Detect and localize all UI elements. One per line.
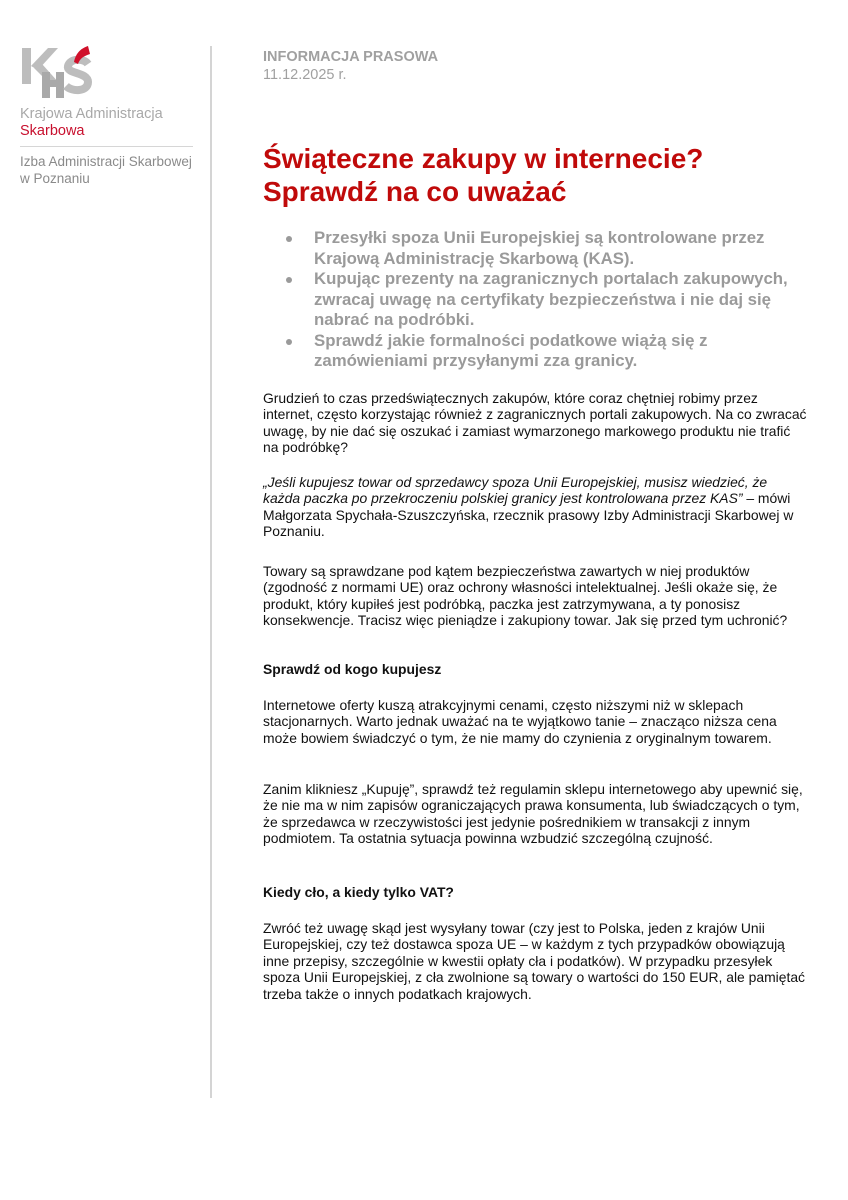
kas-logo (18, 42, 98, 102)
highlight-text: Sprawdź jakie formalności podatkowe wiążą się z zamówieniami przysyłanymi zza granicy. (314, 330, 708, 370)
section-heading-duty: Kiedy cło, a kiedy tylko VAT? (263, 884, 454, 900)
highlight-item (280, 228, 800, 269)
organization-name (20, 106, 163, 140)
highlights-list (280, 228, 800, 372)
chamber-name (20, 153, 192, 187)
offers-paragraph: Internetowe oferty kuszą atrakcyjnymi cenami, często niższymi niż w sklepach stacjonarnych. Warto jednak uważać na te wyjątkowo tanie – znacząco niższa cena może bowiem świadczyć o tym, że nie mamy do czynienia z oryginalnym towarem. (263, 697, 777, 746)
page-title (263, 142, 823, 208)
chamber-name-line2: w Poznaniu (20, 171, 90, 186)
org-name-line1: Krajowa Administracja (20, 106, 163, 122)
bullet-icon (286, 236, 292, 242)
goods-paragraph: Towary są sprawdzane pod kątem bezpieczeństwa zawartych w niej produktów (zgodność z normami UE) oraz ochrony własności intelektualnej. Jeśli okaże się, że produkt, który kupiłeś jest podróbką, paczka jest zatrzymywana, a ty ponosisz konsekwencje. Tracisz więc pieniądze i zakupiony towar. Jak się przed tym uchronić? (263, 563, 788, 629)
quote-text: „Jeśli kupujesz towar od sprzedawcy spoza Unii Europejskiej, musisz wiedzieć, że każda paczka po przekroczeniu polskiej granicy jest kontrolowana przez KAS” (263, 474, 768, 507)
bullet-icon (286, 277, 292, 283)
org-name-line2: Skarbowa (20, 123, 85, 139)
sidebar-divider (20, 146, 193, 147)
terms-paragraph: Zanim klikniesz „Kupuję”, sprawdź też regulamin sklepu internetowego aby upewnić się, że nie ma w nim zapisów ograniczających prawa konsumenta, lub świadczących o tym, że sprzedawca w rzeczywistości jest jedynie pośrednikiem w transakcji z innym podmiotem. Ta ostatnia sytuacja powinna wzbudzić szczególną czujność. (263, 781, 803, 847)
intro-paragraph: Grudzień to czas przedświątecznych zakupów, które coraz chętniej robimy przez internet, często korzystając również z zagranicznych portali zakupowych. Na co zwracać uwagę, by nie dać się oszukać i zamiast wymarzonego markowego produktu nie trafić na podróbkę? (263, 390, 807, 456)
vertical-divider (210, 46, 212, 1098)
bullet-icon (286, 339, 292, 345)
title-line1: Świąteczne zakupy w internecie? (263, 143, 704, 174)
document-kind: INFORMACJA PRASOWA (263, 49, 439, 65)
section-heading-seller: Sprawdź od kogo kupujesz (263, 661, 442, 677)
chamber-name-line1: Izba Administracji Skarbowej (20, 154, 192, 169)
quote-paragraph (263, 474, 808, 540)
highlight-text: Przesyłki spoza Unii Europejskiej są kontrolowane przez Krajową Administrację Skarbową (KAS). (314, 228, 765, 268)
document-date: 11.12.2025 r. (263, 67, 347, 83)
title-line2: Sprawdź na co uważać (263, 176, 567, 207)
highlight-item (280, 269, 800, 331)
press-header (263, 48, 813, 84)
quote-attribution: – mówi Małgorzata Spychała-Szuszczyńska, rzecznik prasowy Izby Administracji Skarbowej w Poznaniu. (263, 490, 794, 540)
highlight-item (280, 331, 800, 372)
duty-paragraph: Zwróć też uwagę skąd jest wysyłany towar (czy jest to Polska, jeden z krajów Unii Europejskiej, czy też dostawca spoza UE – w każdym z tych przypadków obowiązują inne przepisy, szczególnie w kwestii opłaty cła i podatków). W przypadku przesyłek spoza Unii Europejskiej, z cła zwolnione są towary o wartości do 150 EUR, ale pamiętać trzeba także o innych podatkach krajowych. (263, 920, 805, 1002)
highlight-text: Kupując prezenty na zagranicznych portalach zakupowych, zwracaj uwagę na certyfikaty bezpieczeństwa i nie daj się nabrać na podróbki. (314, 269, 788, 329)
